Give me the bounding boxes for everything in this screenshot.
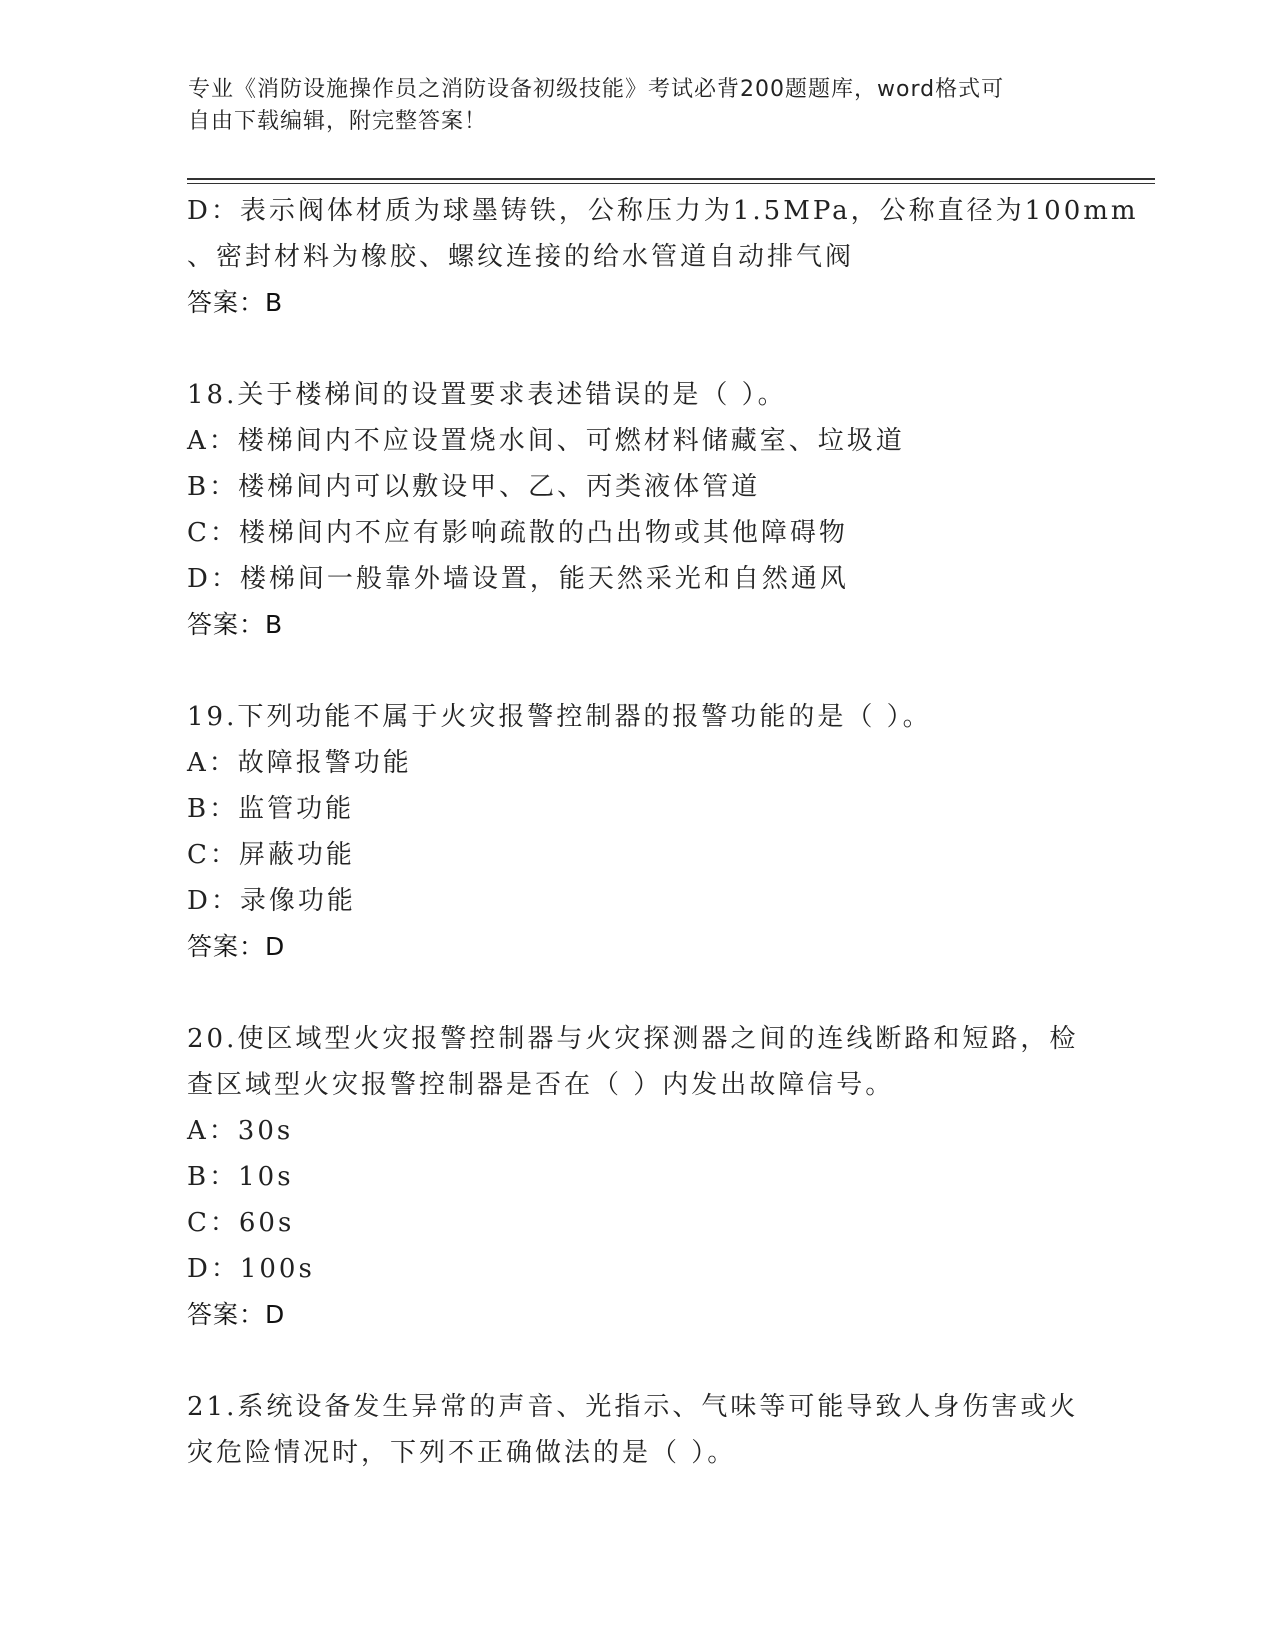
- question-stem-continued: 查区域型火灾报警控制器是否在（ ）内发出故障信号。: [187, 1070, 895, 1100]
- question-stem: 21.系统设备发生异常的声音、光指示、气味等可能导致人身伤害或火: [187, 1392, 1079, 1422]
- option-a: A：楼梯间内不应设置烧水间、可燃材料储藏室、垃圾道: [187, 426, 905, 456]
- spacer: [187, 648, 1087, 694]
- header-rule-thin: [187, 183, 1155, 184]
- spacer: [187, 326, 1087, 372]
- answer-line: 答案：D: [187, 932, 286, 961]
- option-d-continued: 、密封材料为橡胶、螺纹连接的给水管道自动排气阀: [187, 242, 855, 272]
- option-d: D：录像功能: [187, 886, 356, 916]
- option-a: A：故障报警功能: [187, 748, 412, 778]
- spacer: [187, 970, 1087, 1016]
- header-rule-thick: [187, 178, 1155, 180]
- document-header: [188, 74, 1078, 138]
- header-line-1: 专业《消防设施操作员之消防设备初级技能》考试必背200题题库，word格式可: [188, 77, 1005, 102]
- answer-line: 答案：B: [187, 610, 284, 639]
- option-b: B：楼梯间内可以敷设甲、乙、丙类液体管道: [187, 472, 761, 502]
- option-d: D：100s: [187, 1254, 315, 1284]
- document-body: [187, 188, 1139, 1476]
- option-b: B：监管功能: [187, 794, 355, 824]
- question-19: [187, 694, 1087, 970]
- spacer: [187, 1338, 1087, 1384]
- question-stem: 19.下列功能不属于火灾报警控制器的报警功能的是（ ）。: [187, 702, 932, 732]
- option-b: B：10s: [187, 1162, 294, 1192]
- header-line-2: 自由下载编辑，附完整答案！: [188, 109, 488, 134]
- question-stem: 20.使区域型火灾报警控制器与火灾探测器之间的连线断路和短路，检: [187, 1024, 1079, 1054]
- answer-line: 答案：D: [187, 1300, 286, 1329]
- option-d: D：楼梯间一般靠外墙设置，能天然采光和自然通风: [187, 564, 849, 594]
- option-d: D：表示阀体材质为球墨铸铁，公称压力为1.5MPa，公称直径为100mm: [187, 196, 1139, 226]
- option-c: C：屏蔽功能: [187, 840, 355, 870]
- question-stem: 18.关于楼梯间的设置要求表述错误的是（ ）。: [187, 380, 787, 410]
- option-c: C：楼梯间内不应有影响疏散的凸出物或其他障碍物: [187, 518, 848, 548]
- option-c: C：60s: [187, 1208, 295, 1238]
- question-18: [187, 372, 1087, 648]
- answer-line: 答案：B: [187, 288, 284, 317]
- question-stem-continued: 灾危险情况时，下列不正确做法的是（ ）。: [187, 1438, 737, 1468]
- option-a: A：30s: [187, 1116, 294, 1146]
- question-21: [187, 1384, 1087, 1476]
- question-20: [187, 1016, 1087, 1338]
- question-17-tail: [187, 188, 1139, 326]
